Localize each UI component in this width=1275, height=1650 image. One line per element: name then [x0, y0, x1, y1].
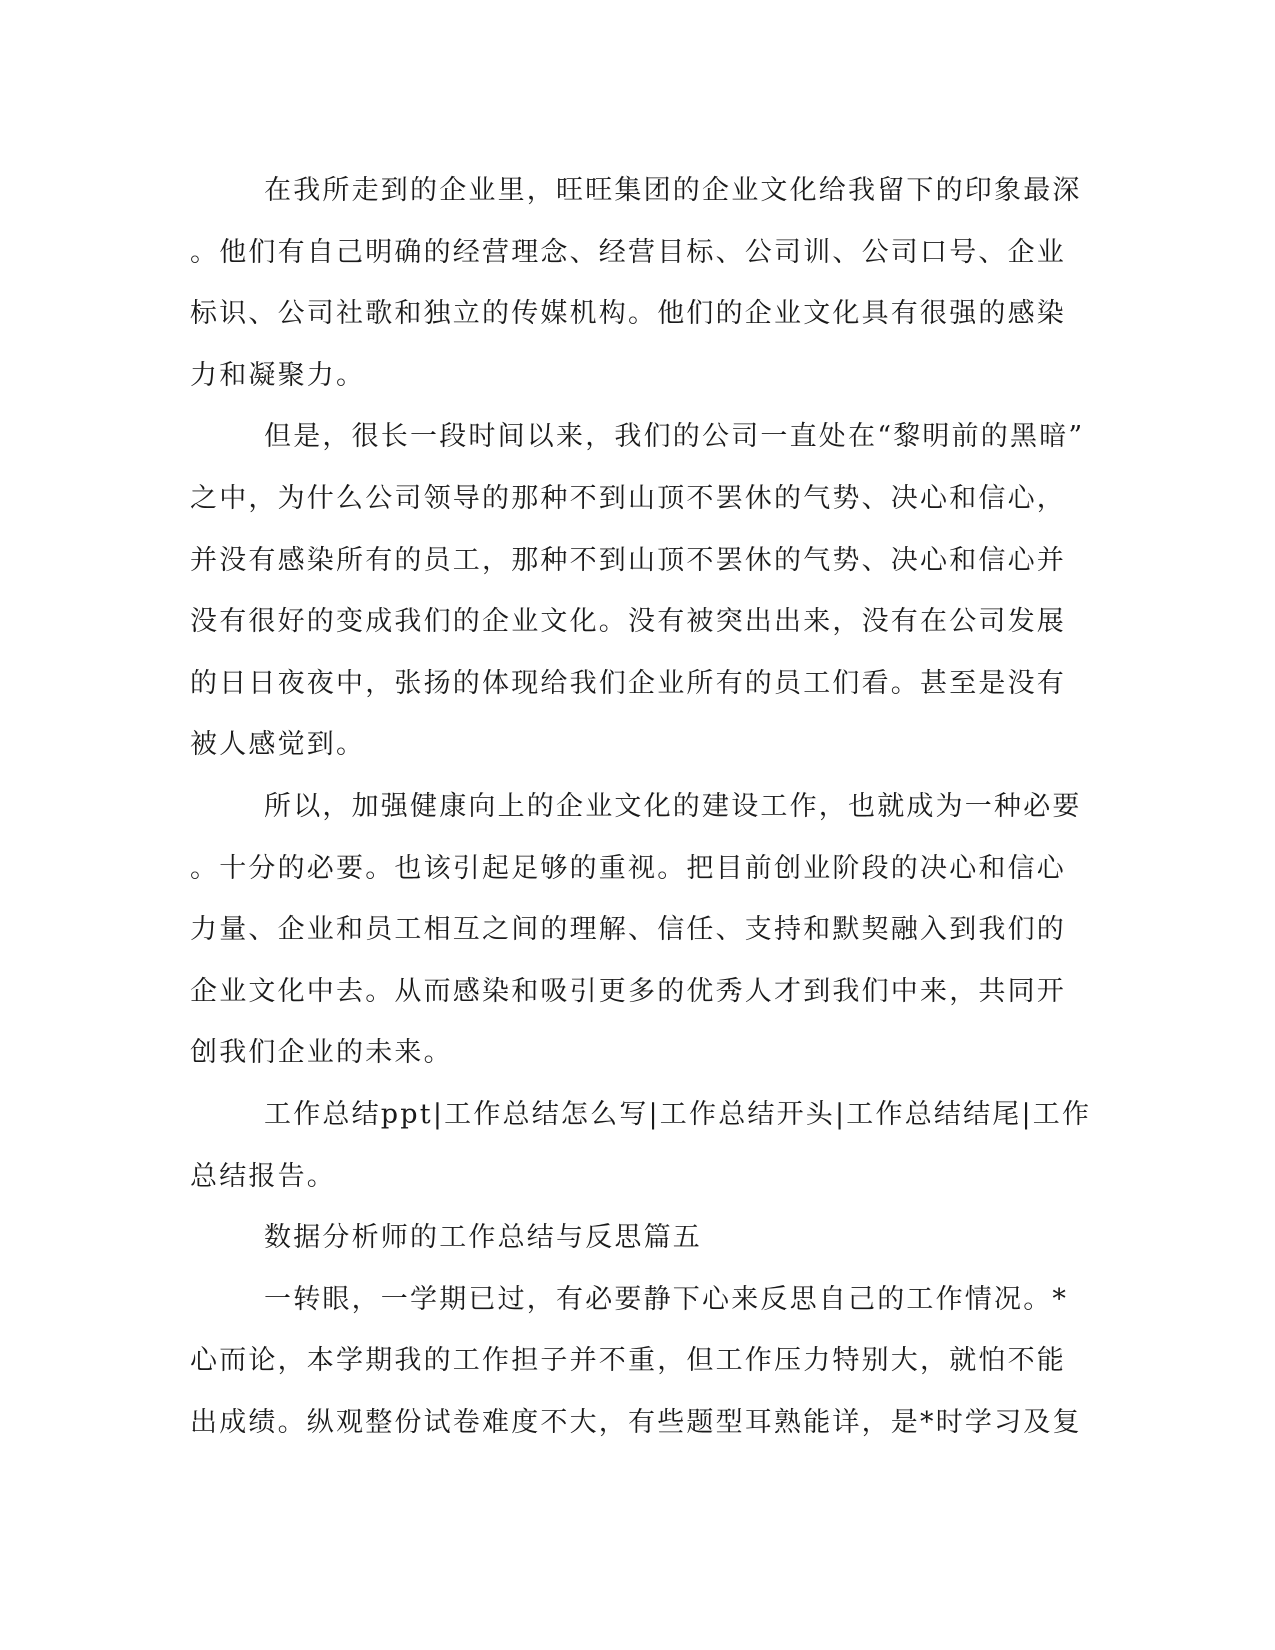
text-line: 企业文化中去。从而感染和吸引更多的优秀人才到我们中来，共同开 [190, 975, 1066, 1007]
text-line: 总结报告。 [190, 1160, 336, 1192]
text-line: 的日日夜夜中，张扬的体现给我们企业所有的员工们看。甚至是没有 [190, 667, 1066, 699]
document-body [190, 160, 1092, 1453]
text-line: 没有很好的变成我们的企业文化。没有被突出出来，没有在公司发展 [190, 606, 1066, 638]
text-line: 力和凝聚力。 [190, 359, 366, 391]
text-line: 在我所走到的企业里，旺旺集团的企业文化给我留下的印象最深 [264, 175, 1082, 206]
text-line: 力量、企业和员工相互之间的理解、信任、支持和默契融入到我们的 [190, 914, 1066, 946]
text-line: 之中，为什么公司领导的那种不到山顶不罢休的气势、决心和信心， [190, 482, 1066, 514]
text-line: 标识、公司社歌和独立的传媒机构。他们的企业文化具有很强的感染 [190, 298, 1066, 330]
text-line: 但是，很长一段时间以来，我们的公司一直处在“黎明前的黑暗” [264, 421, 1085, 453]
text-line: 一转眼，一学期已过，有必要静下心来反思自己的工作情况。* [264, 1283, 1069, 1315]
text-line: 出成绩。纵观整份试卷难度不大，有些题型耳熟能详，是*时学习及复 [190, 1406, 1082, 1438]
text-line: 被人感觉到。 [190, 729, 366, 761]
text-line: 并没有感染所有的员工，那种不到山顶不罢休的气势、决心和信心并 [190, 544, 1066, 576]
text-line: 。十分的必要。也该引起足够的重视。把目前创业阶段的决心和信心 [190, 852, 1066, 884]
text-line: 数据分析师的工作总结与反思篇五 [264, 1222, 702, 1254]
text-line: 心而论，本学期我的工作担子并不重，但工作压力特别大，就怕不能 [190, 1345, 1066, 1377]
text-line: 。他们有自己明确的经营理念、经营目标、公司训、公司口号、企业 [190, 236, 1066, 268]
text-line: 工作总结ppt|工作总结怎么写|工作总结开头|工作总结结尾|工作 [264, 1098, 1092, 1130]
text-line: 创我们企业的未来。 [190, 1037, 453, 1069]
text-line: 所以，加强健康向上的企业文化的建设工作，也就成为一种必要 [264, 790, 1082, 822]
